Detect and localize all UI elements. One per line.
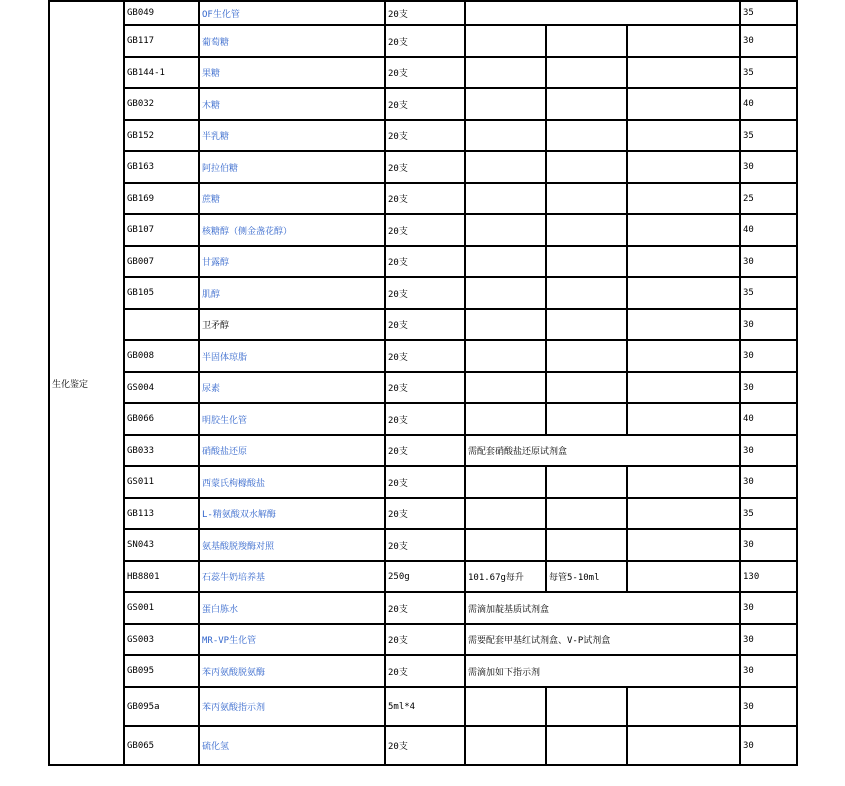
table-row [49,151,797,183]
code-cell: GB163 [124,151,199,183]
note-cell [546,57,627,88]
product-link[interactable]: 石蕊牛奶培养基 [199,561,385,592]
price-cell: 30 [740,466,797,498]
note-cell [627,403,740,435]
spec-cell: 20支 [385,592,465,624]
product-link[interactable]: 明胶生化管 [199,403,385,435]
spec-cell: 20支 [385,309,465,340]
note-cell [465,57,546,88]
spec-cell: 20支 [385,57,465,88]
price-cell: 30 [740,372,797,403]
note-cell [546,120,627,151]
spec-cell: 20支 [385,529,465,561]
note-cell: 需要配套甲基红试剂盒、V-P试剂盒 [465,624,740,655]
table-row [49,183,797,214]
table-row [49,687,797,726]
spec-cell: 5ml*4 [385,687,465,726]
table-row [49,120,797,151]
spec-cell: 20支 [385,403,465,435]
price-cell: 35 [740,57,797,88]
spec-cell: 250g [385,561,465,592]
note-cell [546,183,627,214]
table-row [49,309,797,340]
note-cell: 需滴加如下指示剂 [465,655,740,687]
code-cell [124,309,199,340]
spec-cell: 20支 [385,726,465,765]
table-row [49,88,797,120]
code-cell: GB117 [124,25,199,57]
note-cell [546,277,627,309]
note-cell [465,151,546,183]
table-row [49,1,797,25]
code-cell: GB144-1 [124,57,199,88]
spec-cell: 20支 [385,624,465,655]
code-cell: GS001 [124,592,199,624]
price-cell: 30 [740,246,797,277]
price-cell: 40 [740,88,797,120]
spec-cell: 20支 [385,246,465,277]
note-cell [546,88,627,120]
code-cell: GB113 [124,498,199,529]
price-cell: 30 [740,592,797,624]
spec-cell: 20支 [385,183,465,214]
spec-cell: 20支 [385,435,465,466]
table-row [49,246,797,277]
note-cell [627,309,740,340]
table-row [49,25,797,57]
product-link[interactable]: 硫化氢 [199,726,385,765]
note-cell [627,120,740,151]
spec-cell: 20支 [385,151,465,183]
code-cell: GB107 [124,214,199,246]
note-cell [465,25,546,57]
code-cell: GB095 [124,655,199,687]
spec-cell: 20支 [385,655,465,687]
table-row [49,655,797,687]
spec-cell: 20支 [385,340,465,372]
note-cell [465,183,546,214]
product-link[interactable]: L-精氨酸双水解酶 [199,498,385,529]
product-link[interactable]: 半固体琼脂 [199,340,385,372]
code-cell: GB033 [124,435,199,466]
table-row [49,340,797,372]
note-cell [627,277,740,309]
table-row [49,498,797,529]
note-cell [546,403,627,435]
note-cell [465,277,546,309]
product-link[interactable]: 蔗糖 [199,183,385,214]
product-link[interactable]: 葡萄糖 [199,25,385,57]
note-cell [546,151,627,183]
note-cell [465,1,740,25]
spec-cell: 20支 [385,466,465,498]
note-cell [546,529,627,561]
product-name: 卫矛醇 [199,309,385,340]
product-link[interactable]: 肌醇 [199,277,385,309]
price-cell: 130 [740,561,797,592]
spec-cell: 20支 [385,214,465,246]
product-link[interactable]: 硝酸盐还原 [199,435,385,466]
note-cell [627,529,740,561]
note-cell [546,246,627,277]
table-row [49,57,797,88]
code-cell: GB105 [124,277,199,309]
spec-cell: 20支 [385,88,465,120]
price-cell: 30 [740,435,797,466]
note-cell [465,120,546,151]
product-link[interactable]: 苯丙氨酸脱氨酶 [199,655,385,687]
note-cell [465,246,546,277]
note-cell [465,529,546,561]
price-cell: 35 [740,277,797,309]
note-cell [546,372,627,403]
code-cell: GB066 [124,403,199,435]
note-cell [465,403,546,435]
table-row [49,529,797,561]
table-row [49,277,797,309]
price-cell: 25 [740,183,797,214]
price-cell: 35 [740,1,797,25]
spec-cell: 20支 [385,372,465,403]
product-link[interactable]: 蛋白胨水 [199,592,385,624]
product-link[interactable]: 西蒙氏枸橼酸盐 [199,466,385,498]
price-cell: 30 [740,687,797,726]
product-link[interactable]: OF生化管 [199,1,385,25]
code-cell: GB152 [124,120,199,151]
note-cell [627,57,740,88]
table-row [49,624,797,655]
code-cell: GB169 [124,183,199,214]
note-cell [546,25,627,57]
price-cell: 30 [740,529,797,561]
product-table-body [49,1,797,765]
note-cell: 每管5-10ml [546,561,627,592]
product-link[interactable]: 果糖 [199,57,385,88]
table-row [49,592,797,624]
note-cell [627,340,740,372]
product-table [48,0,798,766]
price-cell: 30 [740,624,797,655]
table-row [49,561,797,592]
code-cell: GB049 [124,1,199,25]
code-cell: GB065 [124,726,199,765]
spec-cell: 20支 [385,277,465,309]
product-link[interactable]: 半乳糖 [199,120,385,151]
code-cell: GB007 [124,246,199,277]
note-cell [546,466,627,498]
price-cell: 40 [740,403,797,435]
note-cell [465,309,546,340]
code-cell: GS011 [124,466,199,498]
table-row [49,214,797,246]
note-cell [627,687,740,726]
code-cell: GB008 [124,340,199,372]
note-cell [627,726,740,765]
note-cell: 需滴加靛基质试剂盒 [465,592,740,624]
product-link[interactable]: 苯丙氨酸指示剂 [199,687,385,726]
note-cell [627,498,740,529]
spec-cell: 20支 [385,498,465,529]
table-row [49,466,797,498]
table-row [49,435,797,466]
note-cell [627,246,740,277]
price-cell: 30 [740,151,797,183]
code-cell: GS003 [124,624,199,655]
table-row [49,372,797,403]
spec-cell: 20支 [385,1,465,25]
product-link[interactable]: MR-VP生化管 [199,624,385,655]
note-cell: 101.67g每升 [465,561,546,592]
price-cell: 30 [740,309,797,340]
note-cell [465,88,546,120]
note-cell [465,214,546,246]
product-link[interactable]: 尿素 [199,372,385,403]
note-cell [546,340,627,372]
note-cell [546,726,627,765]
table-row [49,726,797,765]
note-cell [465,687,546,726]
note-cell [546,498,627,529]
spec-cell: 20支 [385,25,465,57]
code-cell: SN043 [124,529,199,561]
note-cell [627,151,740,183]
product-link[interactable]: 核糖醇（侧金盏花醇） [199,214,385,246]
code-cell: HB8801 [124,561,199,592]
note-cell [627,88,740,120]
note-cell: 需配套硝酸盐还原试剂盒 [465,435,740,466]
price-cell: 30 [740,726,797,765]
code-cell: GB095a [124,687,199,726]
note-cell [546,687,627,726]
note-cell [465,466,546,498]
note-cell [465,726,546,765]
spec-cell: 20支 [385,120,465,151]
price-cell: 35 [740,498,797,529]
note-cell [546,214,627,246]
product-link[interactable]: 氨基酸脱羧酶对照 [199,529,385,561]
note-cell [627,372,740,403]
note-cell [627,561,740,592]
product-link[interactable]: 木糖 [199,88,385,120]
product-link[interactable]: 阿拉伯糖 [199,151,385,183]
code-cell: GB032 [124,88,199,120]
table-row [49,403,797,435]
price-cell: 30 [740,655,797,687]
note-cell [546,309,627,340]
code-cell: GS004 [124,372,199,403]
note-cell [465,372,546,403]
price-cell: 40 [740,214,797,246]
price-cell: 30 [740,25,797,57]
note-cell [627,25,740,57]
note-cell [627,183,740,214]
price-cell: 30 [740,340,797,372]
note-cell [627,466,740,498]
note-cell [627,214,740,246]
category-cell: 生化鉴定 [49,1,124,765]
price-cell: 35 [740,120,797,151]
note-cell [465,498,546,529]
product-link[interactable]: 甘露醇 [199,246,385,277]
note-cell [465,340,546,372]
